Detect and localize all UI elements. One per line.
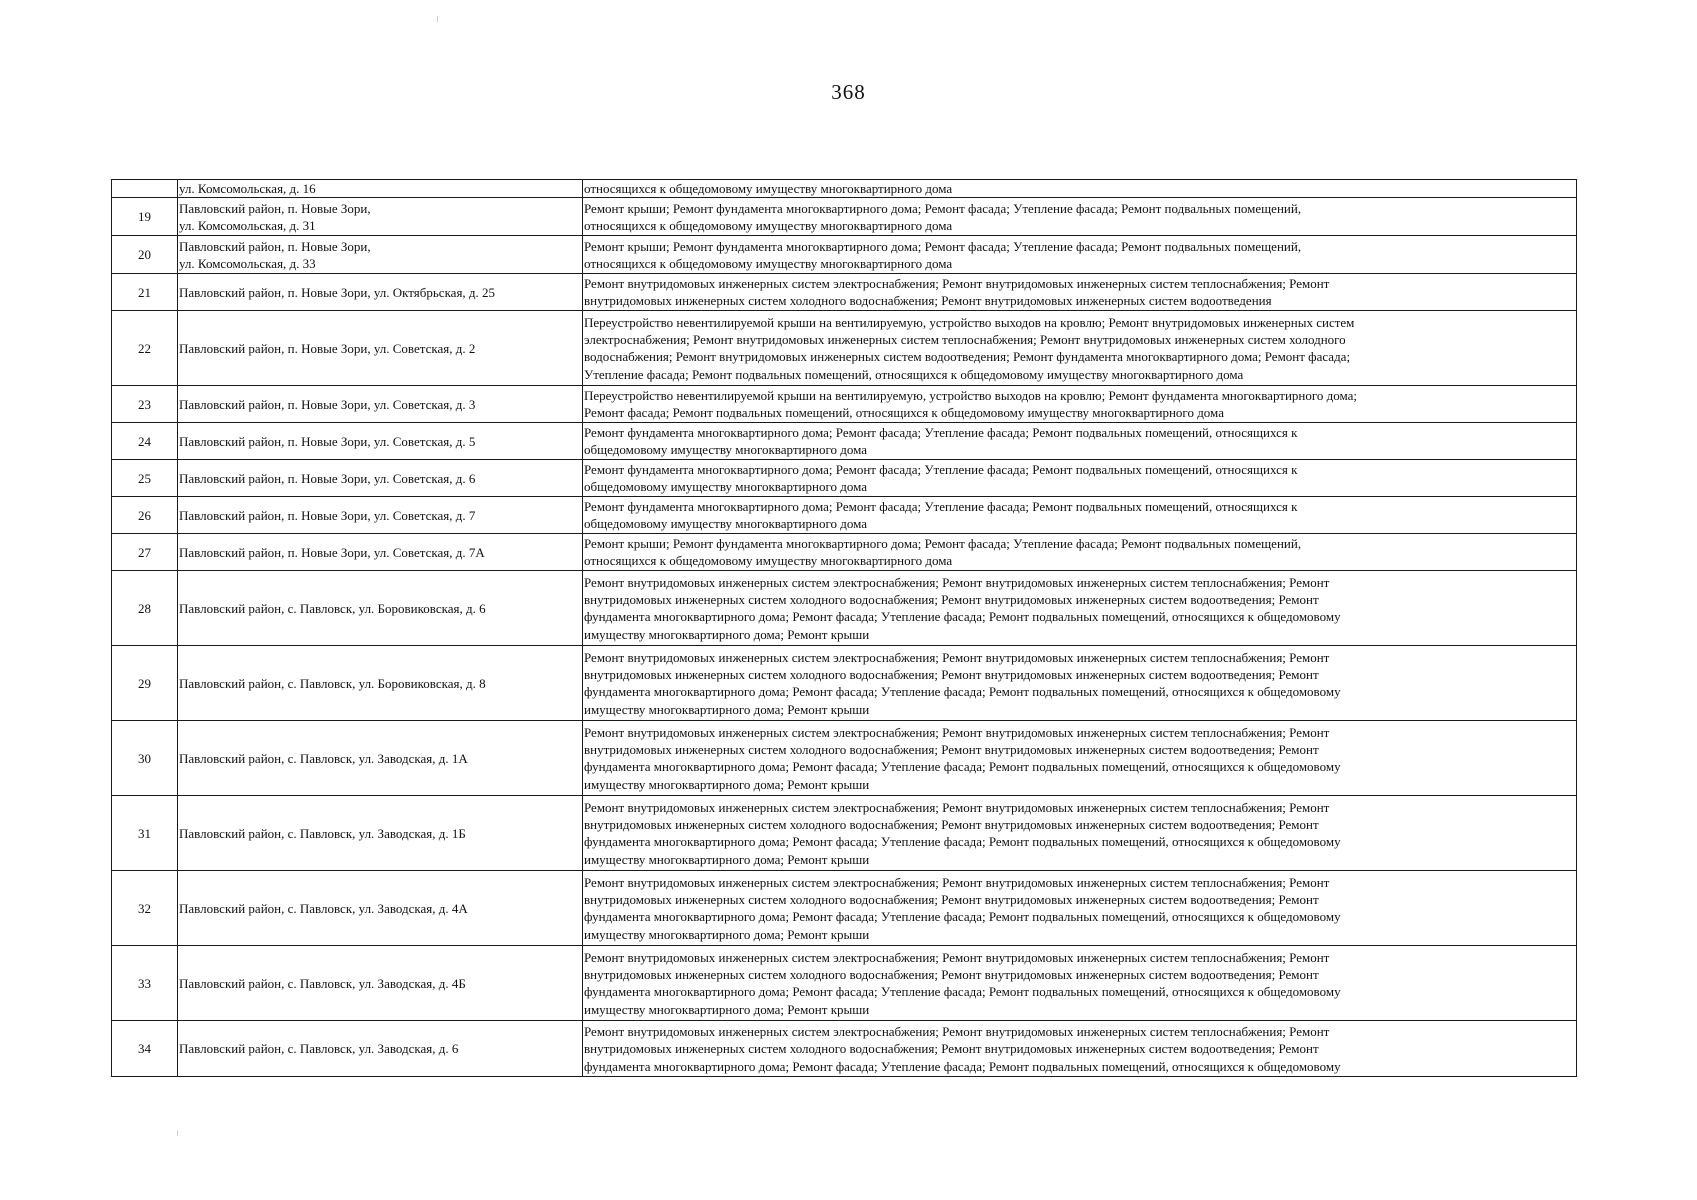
row-works: Ремонт крыши; Ремонт фундамента многоквартирного дома; Ремонт фасада; Утепление фасада; Ремонт подвальных помещений, относящихся к общедомовому имуществу многоквартирного дома xyxy=(583,198,1577,236)
row-number: 22 xyxy=(112,311,178,386)
row-works: Ремонт внутридомовых инженерных систем электроснабжения; Ремонт внутридомовых инженерных систем теплоснабжения; Ремонт внутридомовых инженерных систем холодного водоснабжения; Ремонт внутридомовых инженерных систем водоотведения; Ремонт фундамента многоквартирного дома; Ремонт фасада; Утепление фасада; Ремонт подвальных помещений, относящихся к общедомовому имуществу многоквартирного дома; Ремонт крыши xyxy=(583,796,1577,871)
row-address: Павловский район, с. Павловск, ул. Боровиковская, д. 8 xyxy=(178,646,583,721)
table-row xyxy=(112,1021,1577,1077)
row-works: Ремонт внутридомовых инженерных систем электроснабжения; Ремонт внутридомовых инженерных систем теплоснабжения; Ремонт внутридомовых инженерных систем холодного водоснабжения; Ремонт внутридомовых инженерных систем водоотведения xyxy=(583,274,1577,311)
row-address: Павловский район, п. Новые Зори, ул. Комсомольская, д. 33 xyxy=(178,236,583,274)
row-works: Ремонт внутридомовых инженерных систем электроснабжения; Ремонт внутридомовых инженерных систем теплоснабжения; Ремонт внутридомовых инженерных систем холодного водоснабжения; Ремонт внутридомовых инженерных систем водоотведения; Ремонт фундамента многоквартирного дома; Ремонт фасада; Утепление фасада; Ремонт подвальных помещений, относящихся к общедомовому имуществу многоквартирного дома; Ремонт крыши xyxy=(583,571,1577,646)
row-number: 33 xyxy=(112,946,178,1021)
table-row xyxy=(112,236,1577,274)
row-address: Павловский район, п. Новые Зори, ул. Октябрьская, д. 25 xyxy=(178,274,583,311)
row-works: Переустройство невентилируемой крыши на вентилируемую, устройство выходов на кровлю; Ремонт фундамента многоквартирного дома; Ремонт фасада; Ремонт подвальных помещений, относящихся к общедомовому имуществу многоквартирного дома xyxy=(583,386,1577,423)
row-number: 30 xyxy=(112,721,178,796)
row-works: Ремонт внутридомовых инженерных систем электроснабжения; Ремонт внутридомовых инженерных систем теплоснабжения; Ремонт внутридомовых инженерных систем холодного водоснабжения; Ремонт внутридомовых инженерных систем водоотведения; Ремонт фундамента многоквартирного дома; Ремонт фасада; Утепление фасада; Ремонт подвальных помещений, относящихся к общедомовому имуществу многоквартирного дома; Ремонт крыши xyxy=(583,871,1577,946)
row-address: Павловский район, п. Новые Зори, ул. Советская, д. 2 xyxy=(178,311,583,386)
table-row xyxy=(112,386,1577,423)
row-address: Павловский район, с. Павловск, ул. Заводская, д. 4А xyxy=(178,871,583,946)
row-works: Ремонт крыши; Ремонт фундамента многоквартирного дома; Ремонт фасада; Утепление фасада; Ремонт подвальных помещений, относящихся к общедомовому имуществу многоквартирного дома xyxy=(583,534,1577,571)
table-row xyxy=(112,180,1577,198)
row-address: Павловский район, п. Новые Зори, ул. Советская, д. 7 xyxy=(178,497,583,534)
row-number xyxy=(112,180,178,198)
works-table xyxy=(111,179,1577,1077)
row-address: Павловский район, п. Новые Зори, ул. Советская, д. 5 xyxy=(178,423,583,460)
table-row xyxy=(112,646,1577,721)
scan-mark xyxy=(177,1130,178,1136)
row-works: Ремонт фундамента многоквартирного дома; Ремонт фасада; Утепление фасада; Ремонт подвальных помещений, относящихся к общедомовому имуществу многоквартирного дома xyxy=(583,497,1577,534)
row-number: 34 xyxy=(112,1021,178,1077)
row-works: Ремонт крыши; Ремонт фундамента многоквартирного дома; Ремонт фасада; Утепление фасада; Ремонт подвальных помещений, относящихся к общедомовому имуществу многоквартирного дома xyxy=(583,236,1577,274)
row-works: Ремонт фундамента многоквартирного дома; Ремонт фасада; Утепление фасада; Ремонт подвальных помещений, относящихся к общедомовому имуществу многоквартирного дома xyxy=(583,423,1577,460)
table-row xyxy=(112,274,1577,311)
table-body xyxy=(112,180,1577,1077)
page-number: 368 xyxy=(831,80,866,104)
row-works: Ремонт внутридомовых инженерных систем электроснабжения; Ремонт внутридомовых инженерных систем теплоснабжения; Ремонт внутридомовых инженерных систем холодного водоснабжения; Ремонт внутридомовых инженерных систем водоотведения; Ремонт фундамента многоквартирного дома; Ремонт фасада; Утепление фасада; Ремонт подвальных помещений, относящихся к общедомовому имуществу многоквартирного дома; Ремонт крыши xyxy=(583,646,1577,721)
row-address: Павловский район, с. Павловск, ул. Заводская, д. 6 xyxy=(178,1021,583,1077)
row-number: 19 xyxy=(112,198,178,236)
table-row xyxy=(112,497,1577,534)
row-address: Павловский район, с. Павловск, ул. Заводская, д. 1А xyxy=(178,721,583,796)
row-works: Ремонт внутридомовых инженерных систем электроснабжения; Ремонт внутридомовых инженерных систем теплоснабжения; Ремонт внутридомовых инженерных систем холодного водоснабжения; Ремонт внутридомовых инженерных систем водоотведения; Ремонт фундамента многоквартирного дома; Ремонт фасада; Утепление фасада; Ремонт подвальных помещений, относящихся к общедомовому имуществу многоквартирного дома; Ремонт крыши xyxy=(583,946,1577,1021)
row-number: 27 xyxy=(112,534,178,571)
scan-mark xyxy=(437,16,438,22)
row-number: 24 xyxy=(112,423,178,460)
table-row xyxy=(112,423,1577,460)
table-row xyxy=(112,796,1577,871)
row-works: Ремонт внутридомовых инженерных систем электроснабжения; Ремонт внутридомовых инженерных систем теплоснабжения; Ремонт внутридомовых инженерных систем холодного водоснабжения; Ремонт внутридомовых инженерных систем водоотведения; Ремонт фундамента многоквартирного дома; Ремонт фасада; Утепление фасада; Ремонт подвальных помещений, относящихся к общедомовому xyxy=(583,1021,1577,1077)
row-works: Ремонт внутридомовых инженерных систем электроснабжения; Ремонт внутридомовых инженерных систем теплоснабжения; Ремонт внутридомовых инженерных систем холодного водоснабжения; Ремонт внутридомовых инженерных систем водоотведения; Ремонт фундамента многоквартирного дома; Ремонт фасада; Утепление фасада; Ремонт подвальных помещений, относящихся к общедомовому имуществу многоквартирного дома; Ремонт крыши xyxy=(583,721,1577,796)
table-row xyxy=(112,946,1577,1021)
row-address: Павловский район, с. Павловск, ул. Заводская, д. 4Б xyxy=(178,946,583,1021)
table-row xyxy=(112,721,1577,796)
row-address: Павловский район, с. Павловск, ул. Заводская, д. 1Б xyxy=(178,796,583,871)
table-row xyxy=(112,311,1577,386)
row-number: 31 xyxy=(112,796,178,871)
row-number: 20 xyxy=(112,236,178,274)
row-address: ул. Комсомольская, д. 16 xyxy=(178,180,583,198)
row-number: 21 xyxy=(112,274,178,311)
table-row xyxy=(112,198,1577,236)
row-address: Павловский район, п. Новые Зори, ул. Комсомольская, д. 31 xyxy=(178,198,583,236)
row-number: 29 xyxy=(112,646,178,721)
row-address: Павловский район, с. Павловск, ул. Боровиковская, д. 6 xyxy=(178,571,583,646)
table-row xyxy=(112,460,1577,497)
row-number: 28 xyxy=(112,571,178,646)
row-address: Павловский район, п. Новые Зори, ул. Советская, д. 7А xyxy=(178,534,583,571)
row-works: относящихся к общедомовому имуществу многоквартирного дома xyxy=(583,180,1577,198)
row-works: Ремонт фундамента многоквартирного дома; Ремонт фасада; Утепление фасада; Ремонт подвальных помещений, относящихся к общедомовому имуществу многоквартирного дома xyxy=(583,460,1577,497)
row-number: 26 xyxy=(112,497,178,534)
row-number: 32 xyxy=(112,871,178,946)
row-address: Павловский район, п. Новые Зори, ул. Советская, д. 6 xyxy=(178,460,583,497)
table-row xyxy=(112,534,1577,571)
row-number: 25 xyxy=(112,460,178,497)
row-number: 23 xyxy=(112,386,178,423)
row-address: Павловский район, п. Новые Зори, ул. Советская, д. 3 xyxy=(178,386,583,423)
row-works: Переустройство невентилируемой крыши на вентилируемую, устройство выходов на кровлю; Ремонт внутридомовых инженерных систем электроснабжения; Ремонт внутридомовых инженерных систем теплоснабжения; Ремонт внутридомовых инженерных систем холодного водоснабжения; Ремонт внутридомовых инженерных систем водоотведения; Ремонт фундамента многоквартирного дома; Ремонт фасада; Утепление фасада; Ремонт подвальных помещений, относящихся к общедомовому имуществу многоквартирного дома xyxy=(583,311,1577,386)
table-row xyxy=(112,871,1577,946)
table-row xyxy=(112,571,1577,646)
